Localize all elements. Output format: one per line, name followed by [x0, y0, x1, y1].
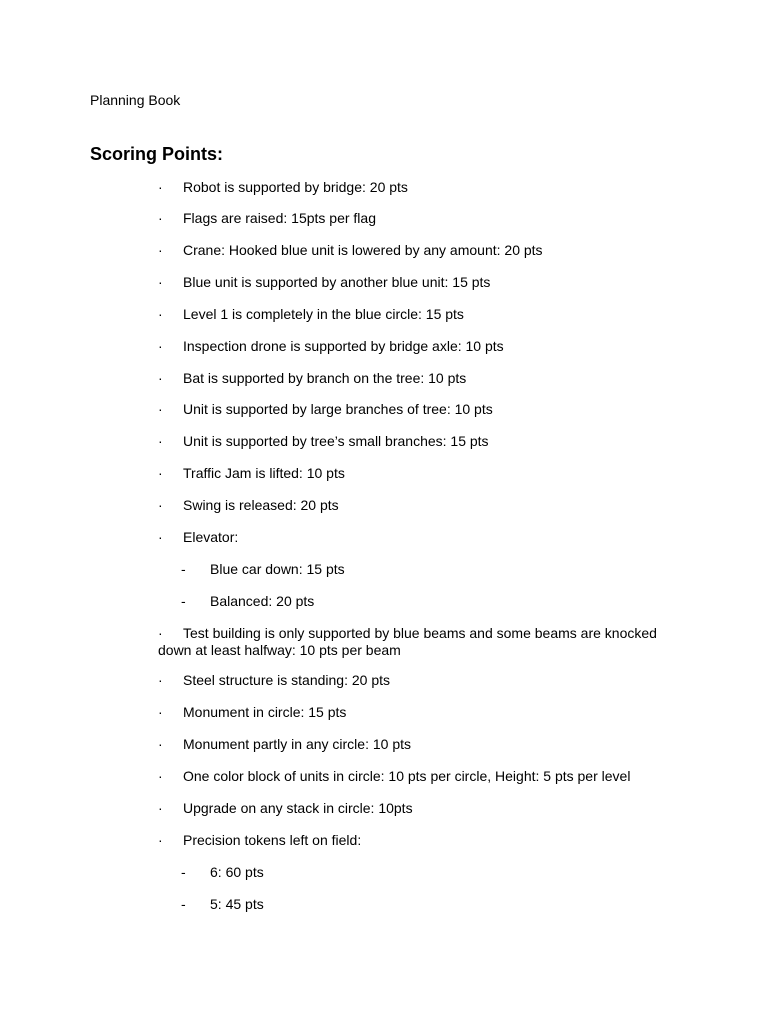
list-item-text: Test building is only supported by blue beams and some beams are knocked down at least halfway: 10 pts per beam [158, 625, 657, 658]
bullet-icon: · [158, 179, 163, 195]
list-item-text: Level 1 is completely in the blue circle: 15 pts [183, 306, 464, 322]
bullet-icon: · [158, 465, 163, 481]
list-item-text: Blue unit is supported by another blue unit: 15 pts [183, 274, 491, 290]
bullet-icon: · [158, 625, 163, 641]
bullet-icon: · [158, 274, 163, 290]
bullet-icon: · [158, 736, 163, 752]
bullet-icon: · [158, 370, 163, 386]
list-item-wrapped [158, 625, 678, 659]
bullet-icon: · [158, 338, 163, 354]
bullet-icon: · [158, 433, 163, 449]
list-item-text: Crane: Hooked blue unit is lowered by any amount: 20 pts [183, 242, 543, 258]
list-item-text: Swing is released: 20 pts [183, 497, 339, 513]
bullet-icon: · [158, 672, 163, 688]
bullet-icon: · [158, 529, 163, 545]
list-item-text: Unit is supported by tree’s small branches: 15 pts [183, 433, 489, 449]
list-item-text: Precision tokens left on field: [183, 832, 362, 848]
bullet-icon: · [158, 704, 163, 720]
dash-icon: - [181, 864, 186, 880]
bullet-icon: · [158, 242, 163, 258]
bullet-icon: · [158, 497, 163, 513]
list-item-text: Robot is supported by bridge: 20 pts [183, 179, 408, 195]
list-item-text: Upgrade on any stack in circle: 10pts [183, 800, 413, 816]
dash-icon: - [181, 593, 186, 609]
list-item-text: One color block of units in circle: 10 pts per circle, Height: 5 pts per level [183, 768, 631, 784]
list-item-text: Bat is supported by branch on the tree: 10 pts [183, 370, 467, 386]
bullet-icon: · [158, 210, 163, 226]
bullet-icon: · [158, 401, 163, 417]
list-item-text: Inspection drone is supported by bridge axle: 10 pts [183, 338, 504, 354]
list-item-text: Steel structure is standing: 20 pts [183, 672, 390, 688]
section-heading: Scoring Points: [90, 144, 224, 164]
bullet-icon: · [158, 800, 163, 816]
sub-list-item-text: 6: 60 pts [210, 864, 264, 880]
bullet-icon: · [158, 768, 163, 784]
dash-icon: - [181, 896, 186, 912]
list-item-text: Elevator: [183, 529, 239, 545]
list-item-text: Traffic Jam is lifted: 10 pts [183, 465, 345, 481]
document-title: Planning Book [90, 92, 181, 108]
list-item-text: Flags are raised: 15pts per flag [183, 210, 376, 226]
sub-list-item-text: Balanced: 20 pts [210, 593, 315, 609]
sub-list-item-text: Blue car down: 15 pts [210, 561, 345, 577]
list-item-text: Unit is supported by large branches of tree: 10 pts [183, 401, 493, 417]
bullet-icon: · [158, 306, 163, 322]
sub-list-item-text: 5: 45 pts [210, 896, 264, 912]
list-item-text: Monument partly in any circle: 10 pts [183, 736, 411, 752]
dash-icon: - [181, 561, 186, 577]
bullet-icon: · [158, 832, 163, 848]
list-item-text: Monument in circle: 15 pts [183, 704, 347, 720]
